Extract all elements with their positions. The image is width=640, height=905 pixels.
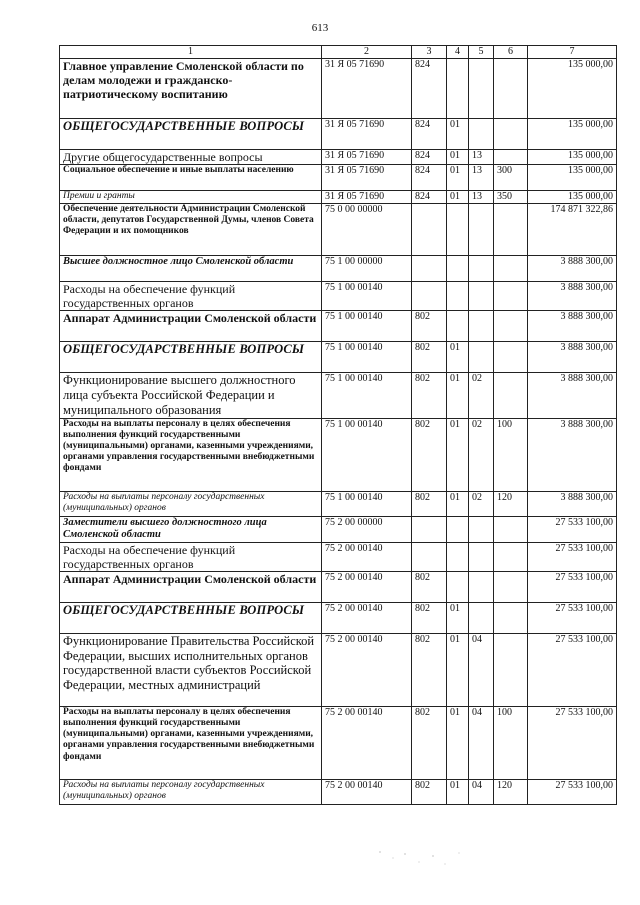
row-grbs xyxy=(412,203,447,255)
table-row xyxy=(60,164,617,190)
row-name: Аппарат Администрации Смоленской области xyxy=(60,571,322,602)
row-name: Расходы на выплаты персоналу государственных (муниципальных) органов xyxy=(60,779,322,804)
row-grbs: 802 xyxy=(412,602,447,633)
row-name: Социальное обеспечение и иные выплаты населению xyxy=(60,164,322,190)
row-grbs xyxy=(412,542,447,571)
row-amount: 3 888 300,00 xyxy=(528,373,617,418)
table-row xyxy=(60,491,617,516)
row-expense-type xyxy=(494,311,528,342)
row-target-code: 75 2 00 00140 xyxy=(322,706,412,779)
header-col-4: 4 xyxy=(447,46,469,59)
row-expense-type xyxy=(494,571,528,602)
row-amount: 135 000,00 xyxy=(528,118,617,149)
row-section: 01 xyxy=(447,491,469,516)
row-name: Расходы на выплаты персоналу в целях обеспечения выполнения функций государственными (муниципальными) органами, казенными учреждениями, органами управления государственными внебюджетными фондами xyxy=(60,418,322,491)
row-grbs xyxy=(412,255,447,281)
row-amount: 135 000,00 xyxy=(528,58,617,118)
row-name: Расходы на обеспечение функций государственных органов xyxy=(60,542,322,571)
row-grbs: 824 xyxy=(412,190,447,203)
table-row xyxy=(60,571,617,602)
table-row xyxy=(60,311,617,342)
row-expense-type xyxy=(494,516,528,542)
row-name: Обеспечение деятельности Администрации Смоленской области, депутатов Государственной Думы, членов Совета Федерации и их помощников xyxy=(60,203,322,255)
row-target-code: 31 Я 05 71690 xyxy=(322,58,412,118)
row-name: Функционирование Правительства Российской Федерации, высших исполнительных органов государственной власти субъектов Российской Федерации, местных администраций xyxy=(60,633,322,706)
row-section: 01 xyxy=(447,342,469,373)
row-name: Другие общегосударственные вопросы xyxy=(60,149,322,164)
row-target-code: 75 1 00 00140 xyxy=(322,342,412,373)
row-section: 01 xyxy=(447,118,469,149)
table-row xyxy=(60,149,617,164)
row-expense-type xyxy=(494,149,528,164)
row-subsection xyxy=(469,542,494,571)
table-row xyxy=(60,58,617,118)
row-subsection: 02 xyxy=(469,418,494,491)
row-target-code: 75 1 00 00140 xyxy=(322,373,412,418)
row-target-code: 75 1 00 00140 xyxy=(322,311,412,342)
row-section xyxy=(447,58,469,118)
row-target-code: 75 1 00 00000 xyxy=(322,255,412,281)
header-col-3: 3 xyxy=(412,46,447,59)
row-amount: 27 533 100,00 xyxy=(528,542,617,571)
row-subsection: 04 xyxy=(469,633,494,706)
table-row xyxy=(60,706,617,779)
row-name: ОБЩЕГОСУДАРСТВЕННЫЕ ВОПРОСЫ xyxy=(60,118,322,149)
row-target-code: 75 0 00 00000 xyxy=(322,203,412,255)
row-grbs: 802 xyxy=(412,779,447,804)
row-expense-type xyxy=(494,58,528,118)
table-row xyxy=(60,633,617,706)
table-row xyxy=(60,602,617,633)
row-expense-type xyxy=(494,602,528,633)
row-name: ОБЩЕГОСУДАРСТВЕННЫЕ ВОПРОСЫ xyxy=(60,602,322,633)
row-section: 01 xyxy=(447,164,469,190)
row-grbs: 802 xyxy=(412,706,447,779)
row-expense-type: 300 xyxy=(494,164,528,190)
row-name: Заместители высшего должностного лица Смоленской области xyxy=(60,516,322,542)
row-section: 01 xyxy=(447,149,469,164)
row-target-code: 75 1 00 00140 xyxy=(322,281,412,310)
header-col-5: 5 xyxy=(469,46,494,59)
row-amount: 3 888 300,00 xyxy=(528,281,617,310)
row-target-code: 75 2 00 00140 xyxy=(322,602,412,633)
row-target-code: 75 2 00 00000 xyxy=(322,516,412,542)
row-target-code: 75 2 00 00140 xyxy=(322,779,412,804)
table-row xyxy=(60,203,617,255)
row-grbs: 802 xyxy=(412,342,447,373)
row-subsection xyxy=(469,342,494,373)
row-section xyxy=(447,542,469,571)
row-subsection: 02 xyxy=(469,491,494,516)
header-col-7: 7 xyxy=(528,46,617,59)
row-grbs: 824 xyxy=(412,118,447,149)
row-expense-type: 100 xyxy=(494,418,528,491)
row-grbs: 802 xyxy=(412,373,447,418)
row-grbs: 802 xyxy=(412,571,447,602)
row-target-code: 75 1 00 00140 xyxy=(322,491,412,516)
row-amount: 3 888 300,00 xyxy=(528,255,617,281)
row-section: 01 xyxy=(447,633,469,706)
row-subsection xyxy=(469,571,494,602)
row-section xyxy=(447,203,469,255)
row-target-code: 75 2 00 00140 xyxy=(322,542,412,571)
row-name: Расходы на выплаты персоналу в целях обеспечения выполнения функций государственными (муниципальными) органами, казенными учреждениями, органами управления государственными внебюджетными фондами xyxy=(60,706,322,779)
row-expense-type xyxy=(494,255,528,281)
table-row xyxy=(60,190,617,203)
row-subsection xyxy=(469,281,494,310)
row-name: Расходы на обеспечение функций государственных органов xyxy=(60,281,322,310)
table-row xyxy=(60,516,617,542)
row-name: Функционирование высшего должностного лица субъекта Российской Федерации и муниципального образования xyxy=(60,373,322,418)
row-section xyxy=(447,281,469,310)
row-grbs xyxy=(412,516,447,542)
row-target-code: 75 2 00 00140 xyxy=(322,633,412,706)
row-amount: 27 533 100,00 xyxy=(528,602,617,633)
header-col-2: 2 xyxy=(322,46,412,59)
table-row xyxy=(60,118,617,149)
row-subsection xyxy=(469,602,494,633)
row-name: Высшее должностное лицо Смоленской области xyxy=(60,255,322,281)
header-col-6: 6 xyxy=(494,46,528,59)
row-subsection: 13 xyxy=(469,190,494,203)
row-expense-type: 350 xyxy=(494,190,528,203)
row-amount: 3 888 300,00 xyxy=(528,342,617,373)
budget-table xyxy=(59,45,617,805)
row-section: 01 xyxy=(447,190,469,203)
table-row xyxy=(60,281,617,310)
row-subsection xyxy=(469,118,494,149)
row-grbs: 802 xyxy=(412,311,447,342)
row-target-code: 75 1 00 00140 xyxy=(322,418,412,491)
row-name: Расходы на выплаты персоналу государственных (муниципальных) органов xyxy=(60,491,322,516)
row-section: 01 xyxy=(447,418,469,491)
row-section xyxy=(447,311,469,342)
row-subsection: 04 xyxy=(469,706,494,779)
row-amount: 3 888 300,00 xyxy=(528,418,617,491)
row-section xyxy=(447,255,469,281)
row-grbs: 824 xyxy=(412,58,447,118)
row-section: 01 xyxy=(447,779,469,804)
row-name: ОБЩЕГОСУДАРСТВЕННЫЕ ВОПРОСЫ xyxy=(60,342,322,373)
row-amount: 174 871 322,86 xyxy=(528,203,617,255)
row-subsection: 13 xyxy=(469,164,494,190)
row-expense-type: 100 xyxy=(494,706,528,779)
row-grbs: 802 xyxy=(412,633,447,706)
row-name: Аппарат Администрации Смоленской области xyxy=(60,311,322,342)
row-target-code: 31 Я 05 71690 xyxy=(322,190,412,203)
row-subsection: 04 xyxy=(469,779,494,804)
row-subsection: 13 xyxy=(469,149,494,164)
row-subsection xyxy=(469,58,494,118)
row-subsection xyxy=(469,203,494,255)
row-target-code: 31 Я 05 71690 xyxy=(322,118,412,149)
row-grbs: 802 xyxy=(412,418,447,491)
row-target-code: 75 2 00 00140 xyxy=(322,571,412,602)
row-expense-type xyxy=(494,633,528,706)
row-amount: 27 533 100,00 xyxy=(528,516,617,542)
row-subsection: 02 xyxy=(469,373,494,418)
row-target-code: 31 Я 05 71690 xyxy=(322,164,412,190)
row-section xyxy=(447,571,469,602)
row-expense-type xyxy=(494,342,528,373)
row-subsection xyxy=(469,516,494,542)
row-grbs: 802 xyxy=(412,491,447,516)
table-row xyxy=(60,418,617,491)
row-name: Премии и гранты xyxy=(60,190,322,203)
row-grbs: 824 xyxy=(412,164,447,190)
row-amount: 27 533 100,00 xyxy=(528,633,617,706)
table-row xyxy=(60,542,617,571)
row-section xyxy=(447,516,469,542)
row-amount: 135 000,00 xyxy=(528,190,617,203)
row-amount: 3 888 300,00 xyxy=(528,311,617,342)
header-row xyxy=(60,46,617,59)
scan-artifact xyxy=(375,848,465,868)
row-amount: 135 000,00 xyxy=(528,164,617,190)
table-row xyxy=(60,342,617,373)
row-subsection xyxy=(469,255,494,281)
row-expense-type xyxy=(494,373,528,418)
row-grbs xyxy=(412,281,447,310)
row-expense-type: 120 xyxy=(494,491,528,516)
row-target-code: 31 Я 05 71690 xyxy=(322,149,412,164)
header-col-1: 1 xyxy=(60,46,322,59)
row-amount: 3 888 300,00 xyxy=(528,491,617,516)
row-amount: 27 533 100,00 xyxy=(528,706,617,779)
row-name: Главное управление Смоленской области по делам молодежи и гражданско-патриотическому воспитанию xyxy=(60,58,322,118)
table-row xyxy=(60,779,617,804)
row-amount: 135 000,00 xyxy=(528,149,617,164)
row-section: 01 xyxy=(447,602,469,633)
row-expense-type xyxy=(494,542,528,571)
row-expense-type xyxy=(494,118,528,149)
row-grbs: 824 xyxy=(412,149,447,164)
row-expense-type xyxy=(494,203,528,255)
row-expense-type: 120 xyxy=(494,779,528,804)
row-section: 01 xyxy=(447,706,469,779)
row-amount: 27 533 100,00 xyxy=(528,571,617,602)
row-subsection xyxy=(469,311,494,342)
table-row xyxy=(60,373,617,418)
row-amount: 27 533 100,00 xyxy=(528,779,617,804)
row-expense-type xyxy=(494,281,528,310)
table-row xyxy=(60,255,617,281)
page-number: 613 xyxy=(311,22,329,34)
row-section: 01 xyxy=(447,373,469,418)
